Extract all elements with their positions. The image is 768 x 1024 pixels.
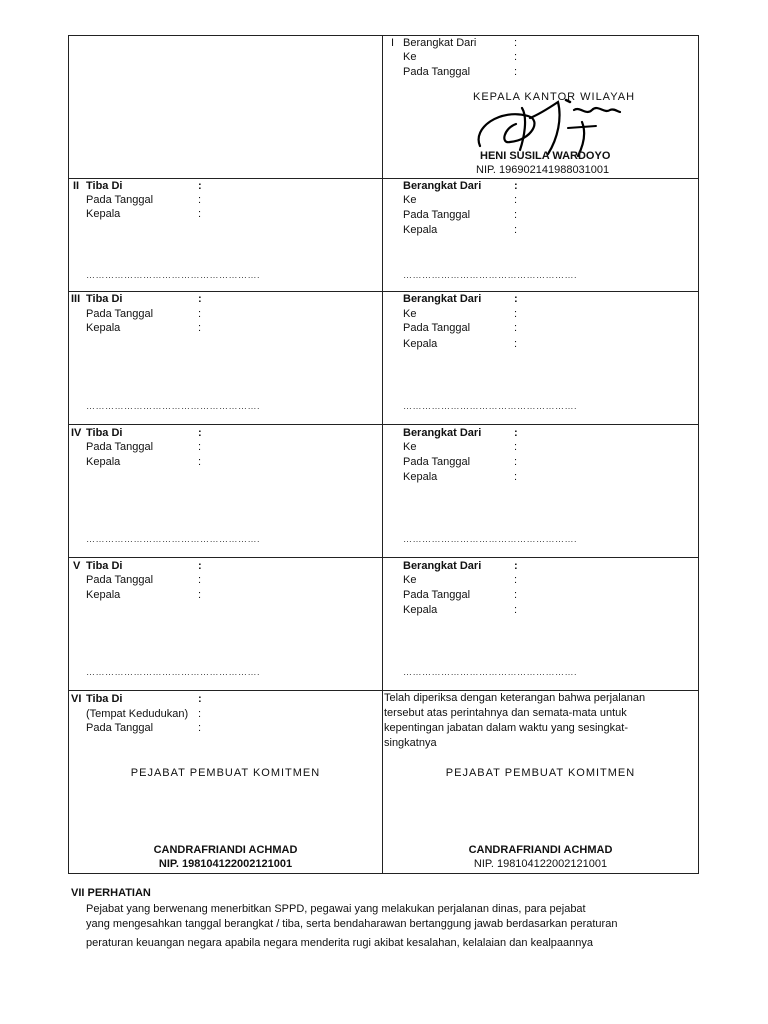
signature-dots: ………………………………………………. bbox=[403, 534, 578, 544]
berangkat-dari-label: Berangkat Dari bbox=[403, 180, 482, 192]
colon: : bbox=[198, 322, 202, 334]
ke-label: Ke bbox=[403, 574, 417, 586]
colon: : bbox=[514, 589, 518, 601]
signature-dots: ………………………………………………. bbox=[86, 667, 261, 677]
pada-tanggal-label: Pada Tanggal bbox=[403, 589, 471, 601]
colon: : bbox=[198, 308, 202, 320]
signature-dots: ………………………………………………. bbox=[86, 270, 261, 280]
tiba-di-label: Tiba Di bbox=[86, 180, 123, 192]
colon: : bbox=[514, 308, 518, 320]
colon: : bbox=[514, 560, 518, 572]
colon: : bbox=[514, 471, 518, 483]
berangkat-dari-label: Berangkat Dari bbox=[403, 427, 482, 439]
colon: : bbox=[514, 574, 518, 586]
pada-tanggal-label: Pada Tanggal bbox=[403, 322, 471, 334]
colon: : bbox=[514, 322, 518, 334]
colon: : bbox=[514, 338, 518, 350]
pada-tanggal-label: Pada Tanggal bbox=[86, 574, 154, 586]
right-official-name: CANDRAFRIANDI ACHMAD bbox=[468, 844, 613, 856]
statement-line: tersebut atas perintahnya dan semata-mata untuk bbox=[384, 707, 627, 719]
kepala-label: Kepala bbox=[86, 322, 121, 334]
colon: : bbox=[514, 194, 518, 206]
perhatian-line: yang mengesahkan tanggal berangkat / tiba, serta bendaharawan bertanggung jawab berdasarkan peraturan bbox=[86, 918, 618, 930]
colon: : bbox=[514, 604, 518, 616]
colon: : bbox=[198, 560, 202, 572]
kepala-label: Kepala bbox=[86, 456, 121, 468]
left-official-title: PEJABAT PEMBUAT KOMITMEN bbox=[130, 767, 321, 779]
section-roman: V bbox=[73, 560, 81, 572]
signature-dots: ………………………………………………. bbox=[86, 534, 261, 544]
section-roman: III bbox=[71, 293, 81, 305]
row-divider bbox=[68, 557, 699, 558]
row-divider bbox=[68, 291, 699, 292]
colon: : bbox=[198, 427, 202, 439]
pada-tanggal-label: Pada Tanggal bbox=[403, 209, 471, 221]
colon: : bbox=[514, 66, 518, 78]
ke-label: Ke bbox=[403, 194, 417, 206]
colon: : bbox=[514, 51, 518, 63]
berangkat-dari-label: Berangkat Dari bbox=[403, 37, 477, 49]
colon: : bbox=[514, 209, 518, 221]
left-official-nip: NIP. 198104122002121001 bbox=[158, 858, 293, 870]
perhatian-line: peraturan keuangan negara apabila negara menderita rugi akibat kesalahan, kelalaian dan kealpaannya bbox=[86, 937, 593, 949]
colon: : bbox=[198, 180, 202, 192]
colon: : bbox=[514, 441, 518, 453]
tiba-di-label: Tiba Di bbox=[86, 560, 123, 572]
signature-dots: ………………………………………………. bbox=[403, 667, 578, 677]
colon: : bbox=[198, 441, 202, 453]
row-divider bbox=[68, 424, 699, 425]
colon: : bbox=[198, 708, 202, 720]
colon: : bbox=[514, 224, 518, 236]
perhatian-line: Pejabat yang berwenang menerbitkan SPPD, pegawai yang melakukan perjalanan dinas, para pejabat bbox=[86, 903, 586, 915]
pada-tanggal-label: Pada Tanggal bbox=[86, 308, 154, 320]
pada-tanggal-label: Pada Tanggal bbox=[86, 194, 154, 206]
colon: : bbox=[198, 693, 202, 705]
column-divider bbox=[382, 35, 383, 874]
statement-line: Telah diperiksa dengan keterangan bahwa perjalanan bbox=[384, 692, 646, 704]
perhatian-heading: VII PERHATIAN bbox=[71, 887, 151, 899]
office-title: KEPALA KANTOR WILAYAH bbox=[473, 91, 636, 103]
tiba-di-label: Tiba Di bbox=[86, 293, 123, 305]
colon: : bbox=[514, 427, 518, 439]
section-roman: VI bbox=[71, 693, 82, 705]
colon: : bbox=[198, 574, 202, 586]
signature-dots: ………………………………………………. bbox=[403, 401, 578, 411]
berangkat-dari-label: Berangkat Dari bbox=[403, 560, 482, 572]
tiba-di-label: Tiba Di bbox=[86, 427, 123, 439]
ke-label: Ke bbox=[403, 51, 417, 63]
left-official-name: CANDRAFRIANDI ACHMAD bbox=[153, 844, 298, 856]
statement-line: kepentingan jabatan dalam waktu yang sesingkat- bbox=[384, 722, 628, 734]
colon: : bbox=[198, 456, 202, 468]
colon: : bbox=[198, 208, 202, 220]
kepala-label: Kepala bbox=[86, 589, 121, 601]
signer-nip: NIP. 196902141988031001 bbox=[476, 164, 610, 176]
section-1-roman: I bbox=[391, 37, 395, 49]
colon: : bbox=[198, 194, 202, 206]
pada-tanggal-label: Pada Tanggal bbox=[86, 441, 154, 453]
row-divider bbox=[68, 690, 699, 691]
signature-dots: ………………………………………………. bbox=[403, 270, 578, 280]
ke-label: Ke bbox=[403, 441, 417, 453]
section-roman: IV bbox=[71, 427, 82, 439]
tiba-di-label: Tiba Di bbox=[86, 693, 123, 705]
right-official-title: PEJABAT PEMBUAT KOMITMEN bbox=[445, 767, 636, 779]
kepala-label: Kepala bbox=[86, 208, 121, 220]
section-roman: II bbox=[73, 180, 80, 192]
berangkat-dari-label: Berangkat Dari bbox=[403, 293, 482, 305]
signature-dots: ………………………………………………. bbox=[86, 401, 261, 411]
row-divider bbox=[68, 178, 699, 179]
colon: : bbox=[198, 589, 202, 601]
pada-tanggal-label: Pada Tanggal bbox=[403, 66, 471, 78]
colon: : bbox=[514, 456, 518, 468]
kepala-label: Kepala bbox=[403, 224, 438, 236]
colon: : bbox=[514, 180, 518, 192]
right-official-nip: NIP. 198104122002121001 bbox=[473, 858, 608, 870]
colon: : bbox=[198, 293, 202, 305]
colon: : bbox=[514, 293, 518, 305]
signer-name: HENI SUSILA WARDOYO bbox=[480, 150, 611, 162]
pada-tanggal-label: Pada Tanggal bbox=[86, 722, 154, 734]
kepala-label: Kepala bbox=[403, 338, 438, 350]
pada-tanggal-label: Pada Tanggal bbox=[403, 456, 471, 468]
statement-line: singkatnya bbox=[384, 737, 437, 749]
colon: : bbox=[198, 722, 202, 734]
kepala-label: Kepala bbox=[403, 604, 438, 616]
tempat-kedudukan-label: (Tempat Kedudukan) bbox=[86, 708, 189, 720]
colon: : bbox=[514, 37, 518, 49]
ke-label: Ke bbox=[403, 308, 417, 320]
kepala-label: Kepala bbox=[403, 471, 438, 483]
